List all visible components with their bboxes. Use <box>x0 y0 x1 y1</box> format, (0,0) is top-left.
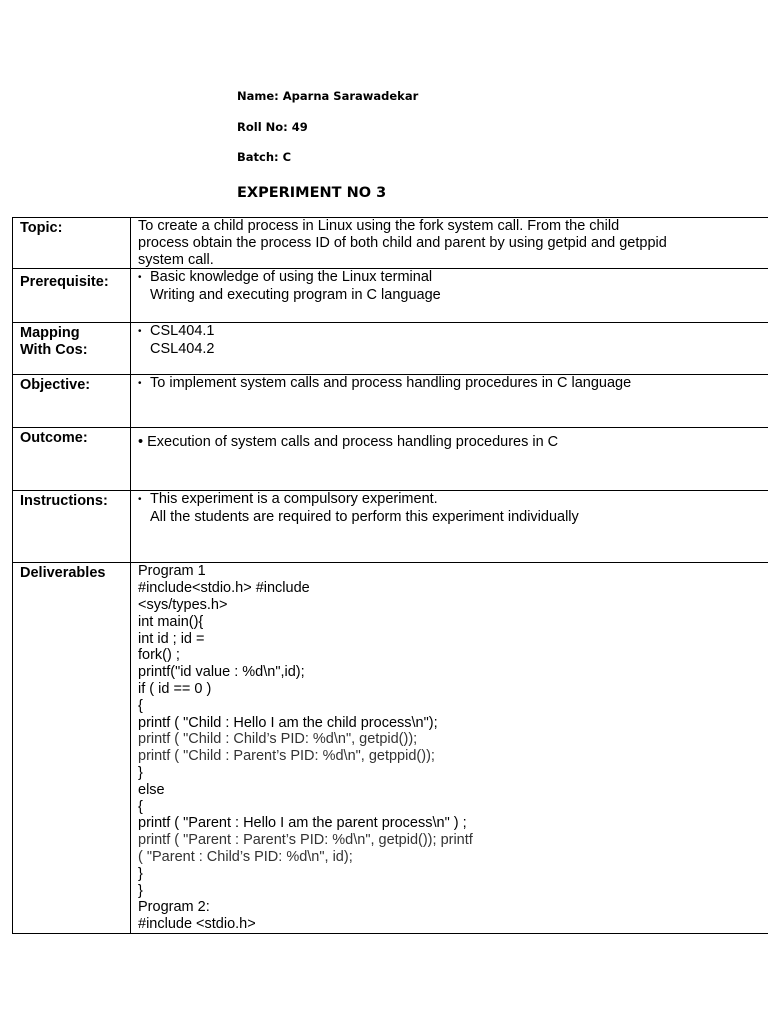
deliverables-code <box>131 563 768 934</box>
objective-value <box>131 375 768 428</box>
prerequisite-label: Prerequisite: <box>13 269 131 323</box>
mapping-row <box>13 323 768 375</box>
code-line: #include <stdio.h> <box>138 916 256 933</box>
objective-label: Objective: <box>13 375 131 428</box>
prerequisite-line: Writing and executing program in C language <box>150 287 441 304</box>
topic-line: system call. <box>138 251 214 268</box>
code-line: <sys/types.h> <box>138 596 228 613</box>
instruction-line: All the students are required to perform this experiment individually <box>150 509 579 526</box>
batch: Batch: C <box>237 150 292 164</box>
topic-value <box>131 218 768 269</box>
code-line: printf("id value : %d\n",id); <box>138 664 305 681</box>
code-line: printf ( "Child : Child’s PID: %d\n", getpid()); <box>138 731 418 748</box>
objective-row <box>13 375 768 428</box>
course-outcome: CSL404.2 <box>150 341 215 358</box>
instruction-line: This experiment is a compulsory experiment. <box>150 491 438 508</box>
outcome-value <box>131 428 768 491</box>
outcome-label: Outcome: <box>13 428 131 491</box>
code-line: } <box>138 882 143 899</box>
prerequisite-line: Basic knowledge of using the Linux terminal <box>150 269 433 286</box>
instructions-value <box>131 491 768 563</box>
code-line: Program 1 <box>138 563 206 580</box>
objective-line: To implement system calls and process handling procedures in C language <box>150 375 632 392</box>
code-line: int id ; id = <box>138 630 205 647</box>
deliverables-row <box>13 563 768 934</box>
mapping-value <box>131 323 768 375</box>
code-line: #include<stdio.h> #include <box>138 580 310 597</box>
topic-label: Topic: <box>13 218 131 269</box>
code-line: { <box>138 697 143 714</box>
code-line: ( "Parent : Child’s PID: %d\n", id); <box>138 848 353 865</box>
topic-line: To create a child process in Linux using the fork system call. From the child <box>138 218 620 234</box>
course-outcome: CSL404.1 <box>150 323 215 340</box>
bullet-icon: • <box>138 494 142 506</box>
experiment-table <box>12 217 768 934</box>
topic-line: process obtain the process ID of both child and parent by using getpid and getppid <box>138 234 667 251</box>
mapping-label <box>13 323 131 375</box>
code-line: Program 2: <box>138 899 210 916</box>
prerequisite-value <box>131 269 768 323</box>
instructions-row <box>13 491 768 563</box>
outcome-line: • Execution of system calls and process handling procedures in C <box>138 434 559 451</box>
code-line: if ( id == 0 ) <box>138 680 212 697</box>
mapping-label-line: Mapping <box>20 325 80 342</box>
code-line: } <box>138 764 143 781</box>
code-line: fork() ; <box>138 647 180 664</box>
bullet-icon: • <box>138 326 142 338</box>
code-line: printf ( "Parent : Hello I am the parent process\n" ) ; <box>138 815 467 832</box>
bullet-icon: • <box>138 272 142 284</box>
instructions-label: Instructions: <box>13 491 131 563</box>
roll-number: Roll No: 49 <box>237 120 308 134</box>
outcome-row <box>13 428 768 491</box>
mapping-label-line: With Cos: <box>20 342 88 359</box>
experiment-title: EXPERIMENT NO 3 <box>237 185 387 201</box>
code-line: { <box>138 798 143 815</box>
bullet-icon: • <box>138 378 142 390</box>
code-line: printf ( "Parent : Parent’s PID: %d\n", getpid()); printf <box>138 832 473 849</box>
code-line: printf ( "Child : Parent’s PID: %d\n", getppid()); <box>138 748 435 765</box>
student-name: Name: Aparna Sarawadekar <box>237 89 419 103</box>
topic-row <box>13 218 768 269</box>
code-line: int main(){ <box>138 613 204 630</box>
code-line: else <box>138 781 165 798</box>
code-line: } <box>138 865 143 882</box>
deliverables-label: Deliverables <box>13 563 131 934</box>
code-line: printf ( "Child : Hello I am the child process\n"); <box>138 714 438 731</box>
prerequisite-row <box>13 269 768 323</box>
